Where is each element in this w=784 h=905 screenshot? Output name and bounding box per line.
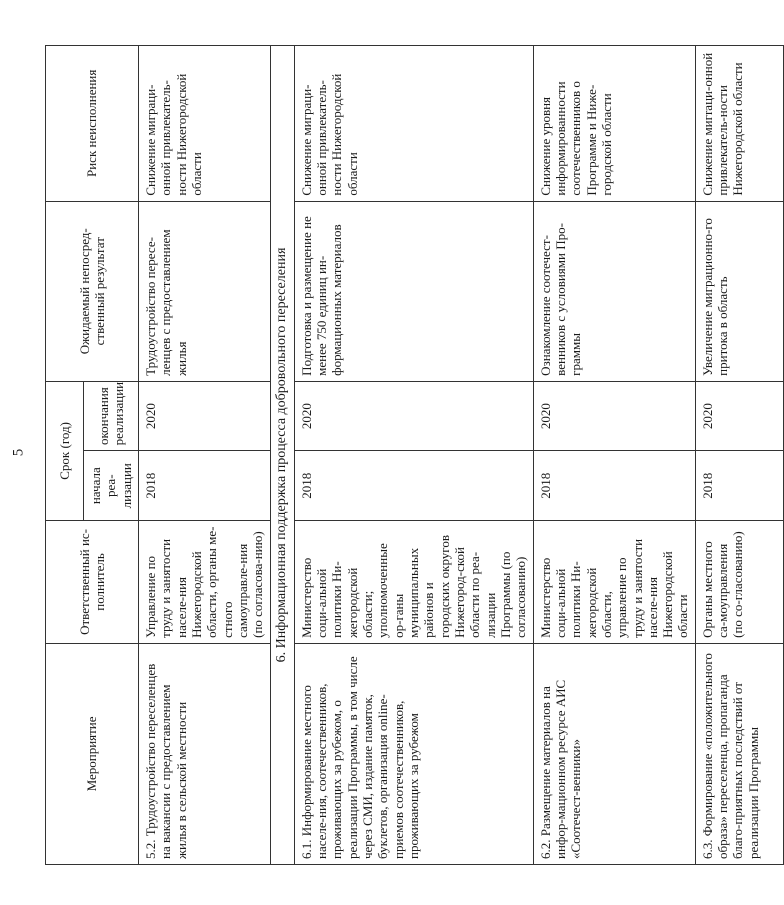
table-row — [294, 46, 533, 865]
header-risk: Риск неисполнения — [46, 46, 139, 202]
start-cell: 2018 — [294, 451, 533, 521]
table-row — [138, 46, 270, 865]
header-result: Ожидаемый непосред-ственный результат — [46, 201, 139, 381]
activity-cell: 6.3. Формирование «положительного образа» переселенца, пропаганда благо-приятных последствий от реализации Программы — [695, 643, 783, 864]
start-cell: 2018 — [533, 451, 695, 521]
risk-cell: Снижение миграци-онной привлекатель-ности Нижегородской области — [294, 46, 533, 202]
table-row — [695, 46, 783, 865]
end-cell: 2020 — [138, 381, 270, 451]
page-number: 5 — [10, 448, 27, 457]
executor-cell: Министерство соци-альной политики Ни-жегородской области; уполномоченные ор-ганы муниципальных районов и городских округов Нижегород-ской области по реа-лизации Программы (по согласованию) — [294, 521, 533, 644]
start-cell: 2018 — [138, 451, 270, 521]
executor-cell: Управление по труду и занятости населе-ния Нижегородской области, органы ме-стного самоуправле-ния (по согласова-нию) — [138, 521, 270, 644]
activity-cell: 6.1. Информирование местного населе-ния, соотечественников, проживающих за рубежом, о реализации Программы, в том числе через СМИ, издание памяток, буклетов, организация online-приемов соотечественников, проживающих за рубежом — [294, 643, 533, 864]
risk-cell: Снижение миграци-онной привлекатель-ности Нижегородской области — [138, 46, 270, 202]
result-cell: Ознакомление соотечест-венников с условиями Про-граммы — [533, 201, 695, 381]
activity-cell: 6.2. Размещение материалов на инфор-мационном ресурсе АИС «Соотечест-венники» — [533, 643, 695, 864]
result-cell: Трудоустройство пересе-ленцев с предоставлением жилья — [138, 201, 270, 381]
end-cell: 2020 — [294, 381, 533, 451]
result-cell: Подготовка и размещение не менее 750 единиц ин-формационных материалов — [294, 201, 533, 381]
result-cell: Увеличение миграционно-го притока в область — [695, 201, 783, 381]
risk-cell: Снижение уровня информированности соотечественников о Программе и Ниже-городской области — [533, 46, 695, 202]
header-executor: Ответственный ис-полнитель — [46, 521, 139, 644]
header-term: Срок (год) — [46, 381, 84, 520]
section-row — [270, 46, 294, 865]
program-activities-table — [45, 45, 784, 865]
header-end: окончания реализации — [84, 381, 139, 451]
start-cell: 2018 — [695, 451, 783, 521]
rotated-page-content — [45, 45, 761, 865]
end-cell: 2020 — [695, 381, 783, 451]
table-row — [533, 46, 695, 865]
end-cell: 2020 — [533, 381, 695, 451]
activity-cell: 5.2. Трудоустройство переселенцев на вакансии с предоставлением жилья в сельской местности — [138, 643, 270, 864]
section-title: 6. Информационная поддержка процесса добровольного переселения — [270, 46, 294, 865]
header-activity: Мероприятие — [46, 643, 139, 864]
header-start: начала реа-лизации — [84, 451, 139, 521]
executor-cell: Министерство соци-альной политики Ни-жегородской области, управление по труду и занятости населе-ния Нижегородской области — [533, 521, 695, 644]
executor-cell: Органы местного са-моуправления (по со-гласованию) — [695, 521, 783, 644]
table-header-row — [46, 46, 84, 865]
risk-cell: Снижение мигraци-онной привлекатель-ности Нижегородской области — [695, 46, 783, 202]
